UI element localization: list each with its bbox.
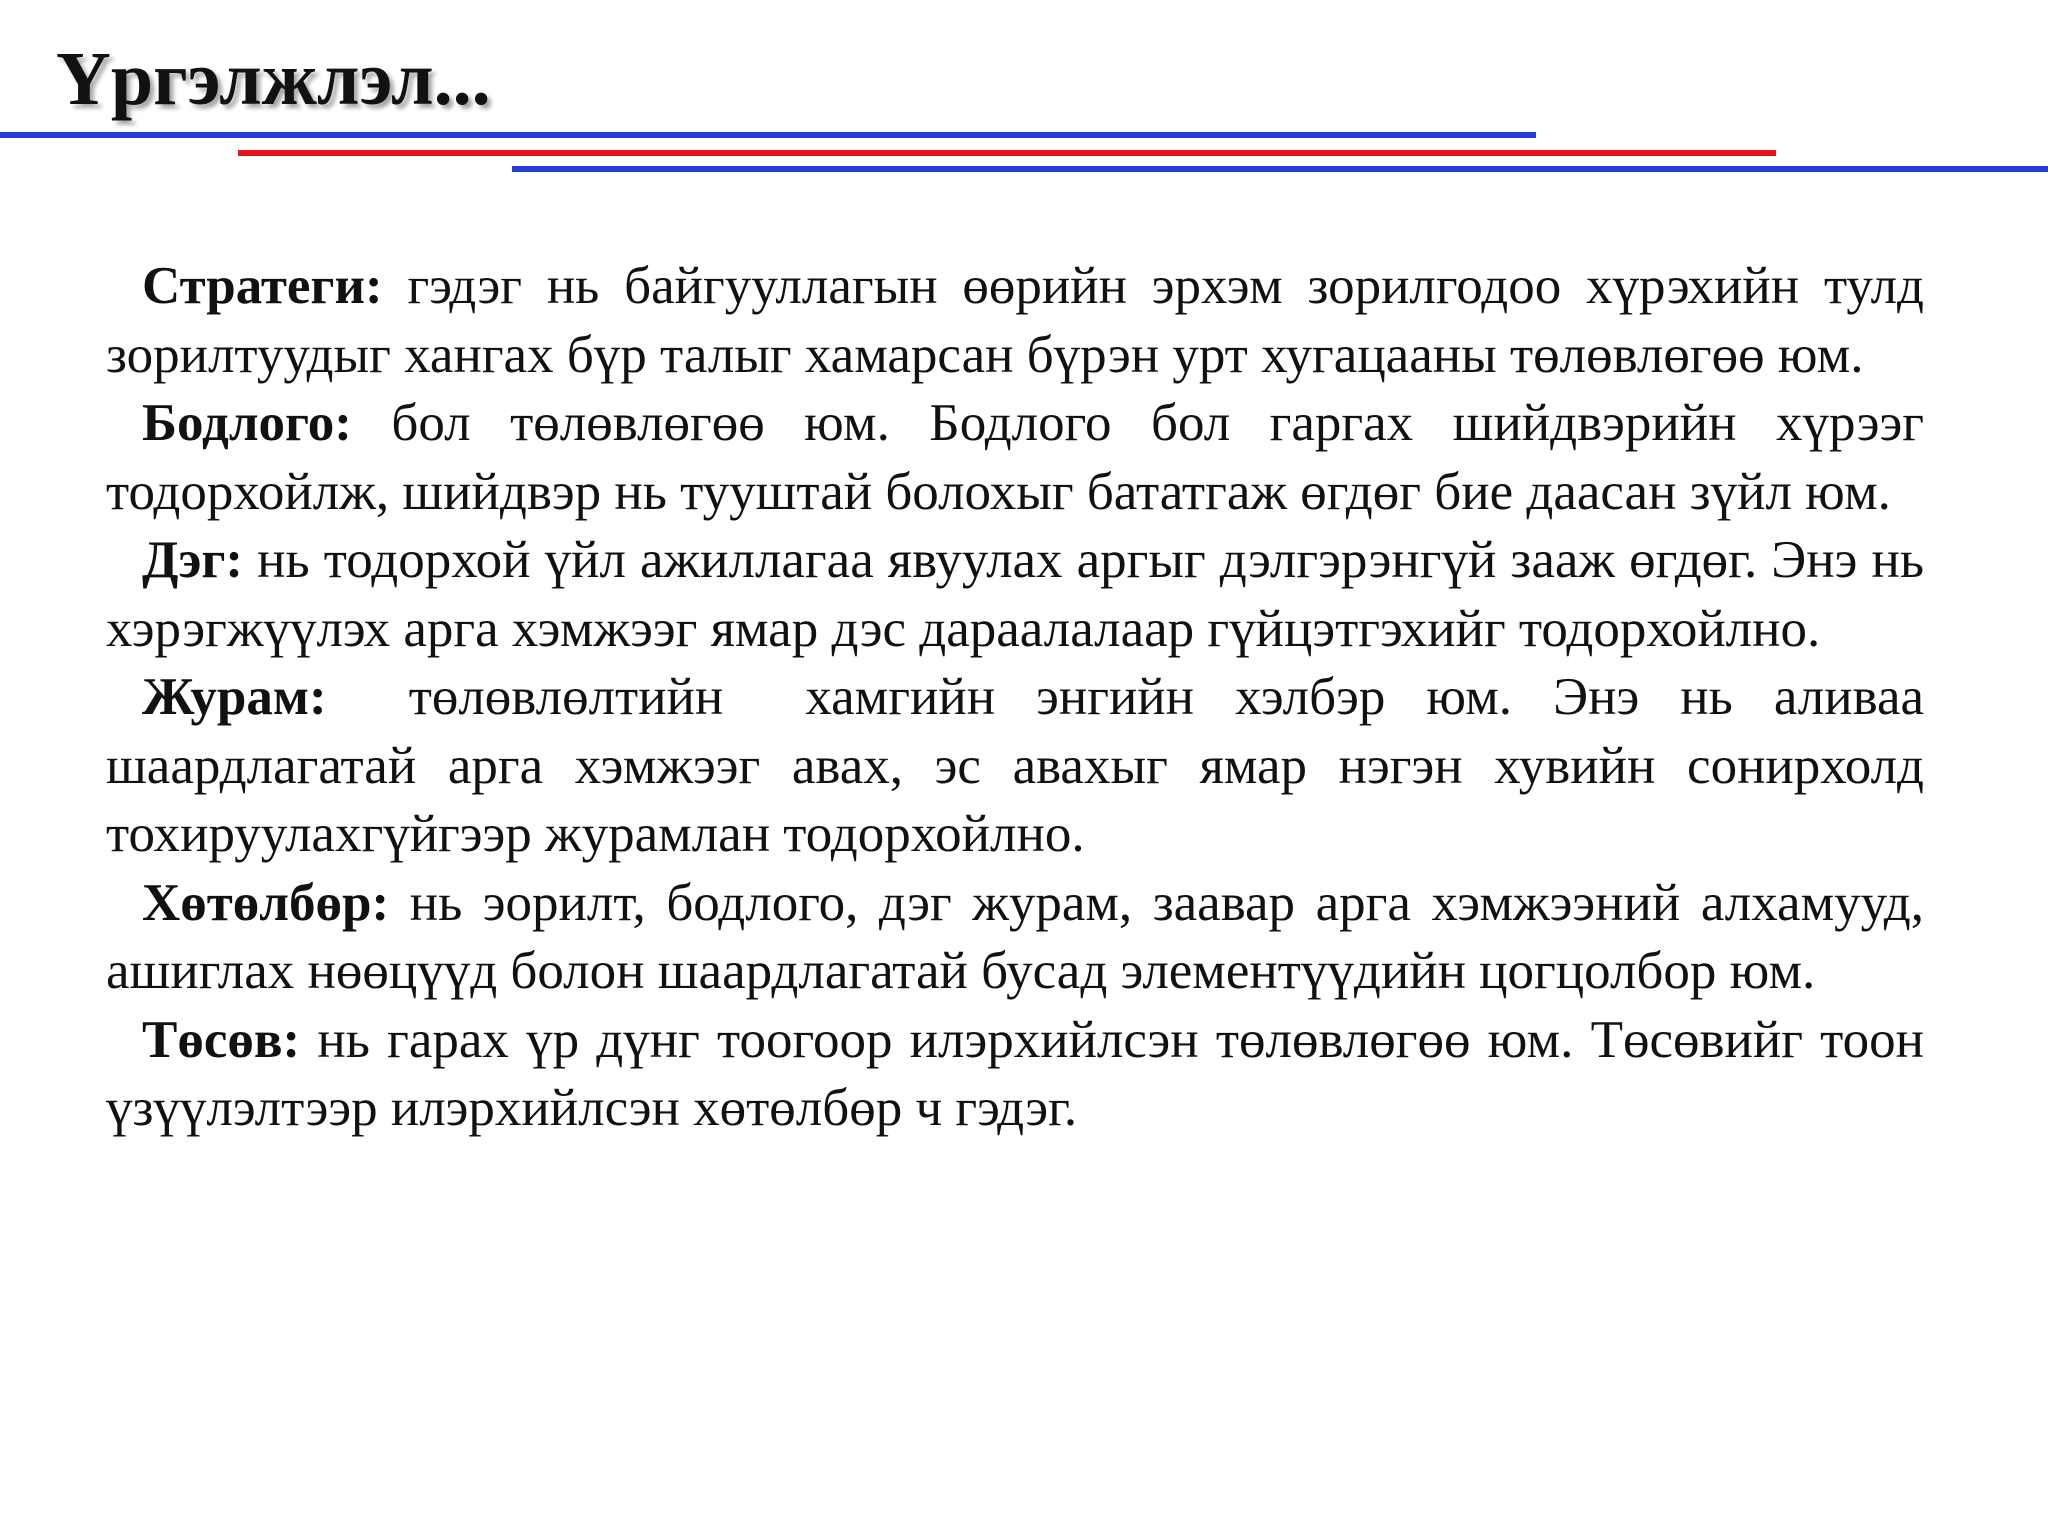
definition-text: бол төлөвлөгөө юм. Бодлого бол гаргах шийдвэрийн хүрээг тодорхойлж, шийдвэр нь тууштай болохыг бататгаж өгдөг бие даасан зүйл юм. (106, 394, 1924, 521)
definition-budget (106, 1006, 1924, 1143)
definition-procedure (106, 663, 1938, 869)
definition-term: Төсөв: (142, 1010, 301, 1069)
definition-program (106, 869, 1924, 1006)
definition-text: нь тодорхой үйл ажиллагаа явуулах аргыг дэлгэрэнгүй зааж өгдөг. Энэ нь хэрэгжүүлэх арга хэмжээг ямар дэс дараалалаар гүйцэтгэхийг тодорхойлно. (106, 531, 1924, 658)
definition-term: Дэг: (142, 531, 244, 589)
definition-term: Хөтөлбөр: (142, 873, 390, 932)
definition-policy (106, 389, 1924, 526)
definitions-body (106, 252, 1938, 1143)
title-underline-blue-top (0, 132, 1536, 138)
definition-text: төлөвлөлтийн хамгийн энгийн хэлбэр юм. Энэ нь аливаа шаардлагатай арга хэмжээг авах, эс авахыг ямар нэгэн хувийн сонирхолд тохируулахгүйгээр журамлан тодорхойлно. (106, 668, 1938, 863)
definition-order (106, 526, 1924, 663)
title-underline-red (238, 150, 1776, 156)
slide-title: Үргэлжлэл... (56, 37, 491, 121)
definition-term: Журам: (142, 668, 327, 726)
definition-term: Стратеги: (142, 257, 383, 315)
definition-text: нь гарах үр дүнг тоогоор илэрхийлсэн төлөвлөгөө юм. Төсөвийг тоон үзүүлэлтээр илэрхийлсэн хөтөлбөр ч гэдэг. (106, 1010, 1924, 1137)
title-underline-blue-bottom (512, 166, 2048, 172)
definition-text: гэдэг нь байгууллагын өөрийн эрхэм зорилгодоо хүрэхийн тулд зорилтуудыг хангах бүр талыг хамарсан бүрэн урт хугацааны төлөвлөгөө юм. (106, 257, 1924, 384)
definition-strategy (106, 252, 1924, 389)
definition-term: Бодлого: (142, 394, 352, 452)
definition-text: нь эорилт, бодлого, дэг журам, заавар арга хэмжээний алхамууд, ашиглах нөөцүүд болон шаардлагатай бусад элементүүдийн цогцолбор юм. (106, 873, 1924, 1000)
